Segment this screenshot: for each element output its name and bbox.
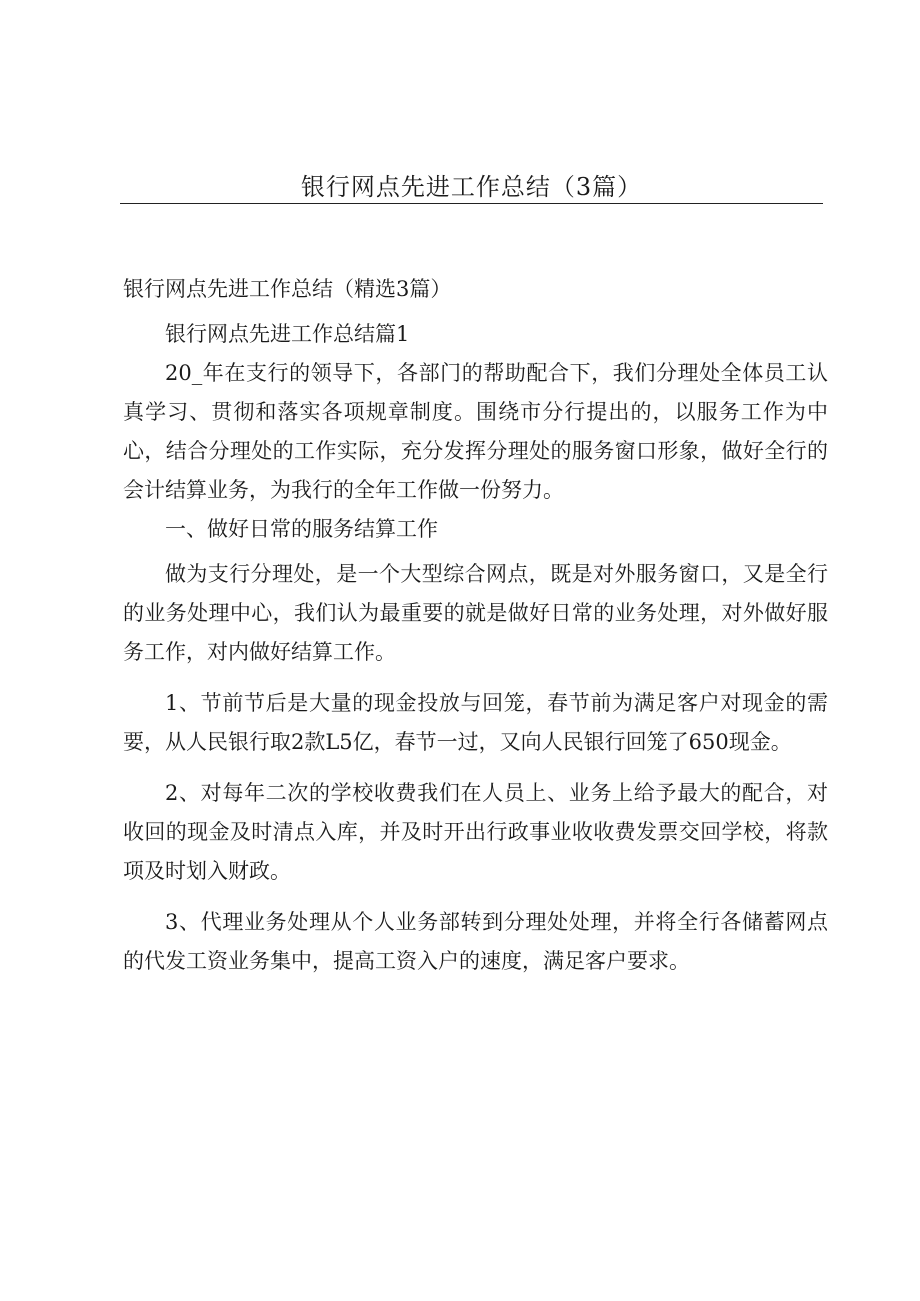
document-body [123,270,828,981]
document-subtitle: 银行网点先进工作总结（精选3篇） [123,277,452,301]
paragraph-section-1: 做为支行分理处，是一个大型综合网点，既是对外服务窗口，又是全行的业务处理中心，我们认为最重要的就是做好日常的业务处理，对外做好服务工作，对内做好结算工作。 [123,562,828,664]
document-title: 银行网点先进工作总结（3篇） [300,173,643,201]
part-heading: 银行网点先进工作总结篇1 [165,322,410,346]
paragraph-intro: 20_年在支行的领导下，各部门的帮助配合下，我们分理处全体员工认真学习、贯彻和落实各项规章制度。围绕市分行提出的，以服务工作为中心，结合分理处的工作实际，充分发挥分理处的服务窗口形象，做好全行的会计结算业务，为我行的全年工作做一份努力。 [123,361,828,502]
section-heading-1: 一、做好日常的服务结算工作 [165,517,438,541]
list-item-3: 3、代理业务处理从个人业务部转到分理处处理，并将全行各储蓄网点的代发工资业务集中，提高工资入户的速度，满足客户要求。 [123,910,828,973]
title-underline [120,203,823,204]
list-item-1: 1、节前节后是大量的现金投放与回笼，春节前为满足客户对现金的需要，从人民银行取2款L5亿，春节一过，又向人民银行回笼了650现金。 [123,691,828,754]
list-item-2: 2、对每年二次的学校收费我们在人员上、业务上给予最大的配合，对收回的现金及时清点入库，并及时开出行政事业收收费发票交回学校，将款项及时划入财政。 [123,781,828,883]
